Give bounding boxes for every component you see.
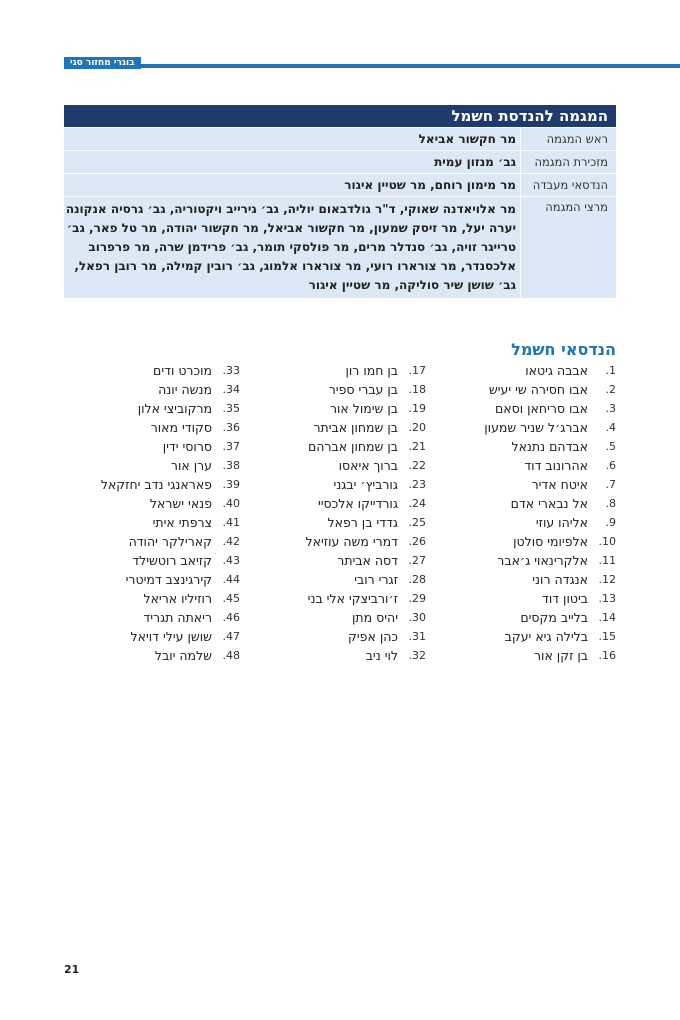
- item-name: אל נבארי אדם: [510, 496, 588, 511]
- item-number: 45.: [222, 592, 240, 605]
- item-name: דמרי משה עוזיאל: [305, 534, 398, 549]
- item-name: צרפתי איתי: [152, 515, 212, 530]
- item-name: איטח אדיר: [531, 477, 588, 492]
- item-name: סקודי מאור: [150, 420, 212, 435]
- item-number: 21.: [408, 440, 426, 453]
- item-number: 6.: [605, 459, 616, 472]
- item-number: 44.: [222, 573, 240, 586]
- list-item: [446, 361, 616, 380]
- list-item: [446, 570, 616, 589]
- list-item: [256, 646, 426, 665]
- list-column: [256, 361, 426, 665]
- committee-box: [64, 105, 616, 298]
- item-number: 1.: [605, 364, 616, 377]
- header-tag: בוגרי מחזור סגי: [64, 57, 141, 69]
- item-name: מרקוביצי אלון: [137, 401, 212, 416]
- item-number: 24.: [408, 497, 426, 510]
- item-name: אנגדה רוני: [532, 572, 588, 587]
- item-number: 5.: [605, 440, 616, 453]
- list-item: [256, 570, 426, 589]
- item-name: גורביץ׳ יבגני: [333, 477, 398, 492]
- list-item: [256, 475, 426, 494]
- item-number: 13.: [598, 592, 616, 605]
- item-number: 9.: [605, 516, 616, 529]
- item-name: אבבה גיטאו: [525, 363, 588, 378]
- item-number: 11.: [598, 554, 616, 567]
- list-item: [446, 418, 616, 437]
- item-name: אבדהם נתנאל: [511, 439, 588, 454]
- list-column: [446, 361, 616, 665]
- item-name: שושן עילי דויאל: [130, 629, 212, 644]
- list-item: [256, 589, 426, 608]
- item-number: 12.: [598, 573, 616, 586]
- item-name: זגרי רובי: [354, 572, 398, 587]
- item-name: מוכרט ודים: [153, 363, 212, 378]
- list-item: [256, 494, 426, 513]
- list-item: [70, 627, 240, 646]
- item-number: 39.: [222, 478, 240, 491]
- list-column: [70, 361, 240, 665]
- item-name: ביטון דוד: [542, 591, 588, 606]
- item-name: קירגינצב דמיטרי: [125, 572, 212, 587]
- item-name: בן שימול אור: [329, 401, 398, 416]
- item-name: קארילקר יהודה: [128, 534, 212, 549]
- item-name: אלקרינאוי ג׳אבר: [497, 553, 588, 568]
- item-name: מנשה יונה: [158, 382, 212, 397]
- list-item: [70, 646, 240, 665]
- section-title: הנדסאי חשמל: [511, 340, 616, 359]
- item-name: בן שמחון אביתר: [313, 420, 398, 435]
- list-item: [446, 380, 616, 399]
- list-item: [256, 513, 426, 532]
- item-name: גורדייקו אלכסיי: [317, 496, 398, 511]
- header-rule: [64, 64, 680, 68]
- item-number: 46.: [222, 611, 240, 624]
- list-item: [70, 551, 240, 570]
- item-number: 29.: [408, 592, 426, 605]
- item-number: 28.: [408, 573, 426, 586]
- list-item: [70, 418, 240, 437]
- item-name: אלפיומי סולטן: [513, 534, 588, 549]
- item-number: 35.: [222, 402, 240, 415]
- item-number: 47.: [222, 630, 240, 643]
- item-name: אברג׳ל שניר שמעון: [484, 420, 588, 435]
- item-number: 18.: [408, 383, 426, 396]
- item-number: 17.: [408, 364, 426, 377]
- item-name: גדדי בן רפאל: [327, 515, 398, 530]
- list-item: [256, 361, 426, 380]
- item-number: 19.: [408, 402, 426, 415]
- item-name: אבו סריחאן וסאם: [495, 401, 588, 416]
- item-name: סרוסי ידין: [162, 439, 212, 454]
- row-label: ראש המגמה: [546, 132, 608, 146]
- item-name: בן עברי ספיר: [328, 382, 398, 397]
- item-name: בן שמחון אברהם: [307, 439, 398, 454]
- item-number: 33.: [222, 364, 240, 377]
- item-number: 41.: [222, 516, 240, 529]
- item-name: פאראנגי נדב יחזקאל: [100, 477, 212, 492]
- item-number: 26.: [408, 535, 426, 548]
- item-name: דסה אביתר: [337, 553, 398, 568]
- list-item: [70, 532, 240, 551]
- item-number: 25.: [408, 516, 426, 529]
- committee-title: המגמה להנדסת חשמל: [64, 105, 616, 127]
- item-name: בן חמו רון: [345, 363, 398, 378]
- list-item: [446, 646, 616, 665]
- list-item: [256, 627, 426, 646]
- item-name: בלילה גיא יעקב: [504, 629, 588, 644]
- item-number: 3.: [605, 402, 616, 415]
- item-number: 14.: [598, 611, 616, 624]
- list-item: [256, 532, 426, 551]
- item-number: 2.: [605, 383, 616, 396]
- list-item: [256, 551, 426, 570]
- list-item: [70, 399, 240, 418]
- list-item: [70, 380, 240, 399]
- list-item: [70, 608, 240, 627]
- item-number: 34.: [222, 383, 240, 396]
- item-name: ריאתה תגריד: [143, 610, 212, 625]
- item-number: 31.: [408, 630, 426, 643]
- item-name: ערן אור: [170, 458, 212, 473]
- list-item: [446, 513, 616, 532]
- list-item: [446, 532, 616, 551]
- item-number: 22.: [408, 459, 426, 472]
- item-name: רוזיליו אריאל: [143, 591, 212, 606]
- item-number: 42.: [222, 535, 240, 548]
- item-number: 48.: [222, 649, 240, 662]
- list-item: [256, 608, 426, 627]
- list-item: [70, 570, 240, 589]
- item-name: ז׳ורביצקי אלי בני: [307, 591, 398, 606]
- item-name: פנאי ישראל: [149, 496, 212, 511]
- item-number: 32.: [408, 649, 426, 662]
- list-item: [446, 456, 616, 475]
- row-value: מר מימון רוחם, מר שטיין איגור: [64, 174, 521, 196]
- list-item: [256, 418, 426, 437]
- item-number: 16.: [598, 649, 616, 662]
- row-label: מזכירת המגמה: [534, 155, 608, 169]
- item-number: 40.: [222, 497, 240, 510]
- item-name: ברוך איאסו: [338, 458, 398, 473]
- list-item: [256, 456, 426, 475]
- list-item: [70, 437, 240, 456]
- item-number: 38.: [222, 459, 240, 472]
- item-number: 43.: [222, 554, 240, 567]
- item-name: בלייב מקסים: [520, 610, 588, 625]
- committee-row: [64, 196, 616, 298]
- item-number: 15.: [598, 630, 616, 643]
- item-name: לוי ניב: [365, 648, 398, 663]
- item-number: 20.: [408, 421, 426, 434]
- row-label: מרצי המגמה: [545, 200, 608, 214]
- item-name: אבו חסירה שי יעיש: [488, 382, 588, 397]
- list-item: [256, 380, 426, 399]
- item-name: יהיס מתן: [352, 610, 398, 625]
- item-name: אליהו עוזי: [535, 515, 588, 530]
- committee-row: [64, 173, 616, 196]
- item-name: אהרונוב דוד: [524, 458, 588, 473]
- committee-row: [64, 127, 616, 150]
- list-item: [70, 589, 240, 608]
- list-item: [256, 437, 426, 456]
- row-value: גב׳ מנזון עמית: [64, 151, 521, 173]
- committee-row: [64, 150, 616, 173]
- list-item: [70, 494, 240, 513]
- item-number: 7.: [605, 478, 616, 491]
- list-item: [446, 475, 616, 494]
- list-item: [256, 399, 426, 418]
- list-item: [70, 513, 240, 532]
- item-number: 23.: [408, 478, 426, 491]
- list-item: [446, 494, 616, 513]
- item-name: שלמה יובל: [154, 648, 212, 663]
- list-item: [446, 399, 616, 418]
- item-number: 30.: [408, 611, 426, 624]
- item-name: כהן אפיק: [348, 629, 398, 644]
- row-value: מר אלויאדנה שאוקי, ד"ר גולדבאום יוליה, גב׳ גירייב ויקטוריה, גב׳ גרסיה אנקונה יערה יעל, מר זיסק שמעון, מר חקשור אביאל, מר חקשור יהודה, מר טל פאר, גב׳ טרייגר זויה, גב׳ סנדלר מרים, מר פולסקי תומר, גב׳ פרידמן שרה, מר פרפרוב אלכסנדר, מר צורארו רועי, מר צורארו אלמוג, גב׳ רובין קמילה, מר רובן רפאל, גב׳ שושן שיר סוליקה, מר שטיין איגור: [64, 197, 521, 298]
- list-item: [70, 456, 240, 475]
- row-value: מר חקשור אביאל: [64, 128, 521, 150]
- item-number: 8.: [605, 497, 616, 510]
- item-number: 27.: [408, 554, 426, 567]
- list-item: [446, 627, 616, 646]
- list-item: [70, 475, 240, 494]
- list-item: [446, 437, 616, 456]
- item-name: קזיאב רוטשילד: [132, 553, 212, 568]
- item-number: 10.: [598, 535, 616, 548]
- item-name: בן זקן אור: [534, 648, 588, 663]
- item-number: 37.: [222, 440, 240, 453]
- item-number: 36.: [222, 421, 240, 434]
- list-item: [446, 551, 616, 570]
- list-item: [446, 589, 616, 608]
- list-item: [446, 608, 616, 627]
- page-number: 21: [64, 963, 80, 976]
- row-label: הנדסאי מעבדה: [532, 178, 608, 192]
- list-item: [70, 361, 240, 380]
- item-number: 4.: [605, 421, 616, 434]
